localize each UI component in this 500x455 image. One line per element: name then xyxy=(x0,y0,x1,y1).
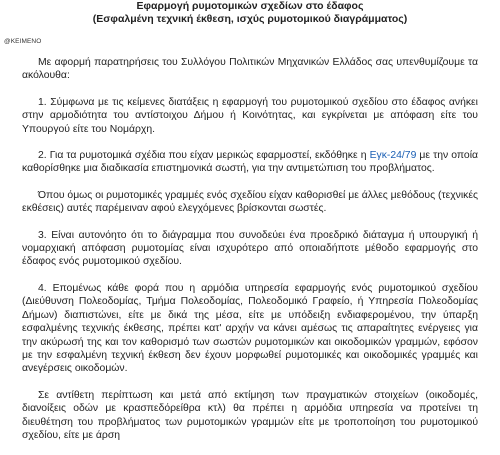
intro-paragraph: Με αφορμή παρατηρήσεις του Συλλόγου Πολιτικών Μηχανικών Ελλάδος σας υπενθυμίζουμε τα ακόλουθα: xyxy=(22,57,478,82)
paragraph-1: 1. Σύμφωνα με τις κείμενες διατάξεις η εφαρμογή του ρυμοτομικού σχεδίου στο έδαφος ανήκει στην αρμοδιότητα του αντίστοιχου Δήμου ή Κοινότητας, και εγκρίνεται με απόφαση είτε του Υπουργού είτε του Νομάρχη. xyxy=(22,96,478,135)
document-title xyxy=(0,0,500,26)
circular-link[interactable]: Εγκ-24/79 xyxy=(369,150,417,162)
paragraph-2b: Όπου όμως οι ρυμοτομικές γραμμές ενός σχεδίου είχαν καθορισθεί με άλλες μεθόδους (τεχνικές εκθέσεις) αυτές παρέμειναν αφού ελεγχόμενες βρίσκονται σωστές. xyxy=(22,189,478,215)
paragraph-2-before: 2. Για τα ρυμοτομικά σχέδια που είχαν μερικώς εφαρμοστεί, εκδόθηκε η xyxy=(38,150,370,162)
title-line-2: (Εσφαλμένη τεχνική έκθεση, ισχύς ρυμοτομικού διαγράμματος) xyxy=(92,13,408,25)
paragraph-4: 4. Επομένως κάθε φορά που η αρμόδια υπηρεσία εφαρμογής ενός ρυμοτομικού σχεδίου (Διεύθυνση Πολεοδομίας, Τμήμα Πολεοδομίας, Πολεοδομικό Γραφείο, ή Υπηρεσία Πολεοδομίας Δήμων) διαπιστώνει, είτε με δικά της μέσα, είτε με υπόδειξη ενδιαφερομένου, την ύπαρξη εσφαλμένης τεχνικής έκθεσης, πρέπει κατ' αρχήν να κάνει αμέσως τις απαραίτητες ενέργειες για την ακύρωσή της και τον καθορισμό των σωστών ρυμοτομικών και οικοδομικών γραμμών, εφόσον με την εσφαλμένη τεχνική έκθεση δεν έχουν μορφωθεί ρυμοτομικές και οικοδομικές γραμμές και ανεγέρσεις οικοδομών. xyxy=(22,282,478,375)
paragraph-3: 3. Είναι αυτονόητο ότι το διάγραμμα που συνοδεύει ένα προεδρικό διάταγμα ή υπουργική ή νομαρχιακή απόφαση ρυμοτομίας είναι ισχυρότερο από οποιαδήποτε μέθοδο εφαρμογής στο έδαφος ενός ρυμοτομικού σχεδίου. xyxy=(22,229,478,268)
title-line-1: Εφαρμογή ρυμοτομικών σχεδίων στο έδαφος xyxy=(136,0,364,12)
paragraph-5: Σε αντίθετη περίπτωση και μετά από εκτίμηση των πραγματικών στοιχείων (οικοδομές, διανοίξεις οδών με κρασπεδόρείθρα κτλ) θα πρέπει η αρμόδια υπηρεσία να προτείνει τη διευθέτηση του προβλήματος των ρυμοτομικών γραμμών είτε με τροποποίηση του ρυμοτομικού σχεδίου, είτε με άρση xyxy=(22,389,478,441)
paragraph-2-after: με την οποία καθορίσθηκε μια διαδικασία επιστημονικά σωστή, για την αντιμετώπιση του προβλήματος. xyxy=(22,150,479,175)
source-tag: @KEIMENO xyxy=(4,38,42,45)
paragraph-2 xyxy=(22,149,478,176)
document-body xyxy=(22,56,478,455)
